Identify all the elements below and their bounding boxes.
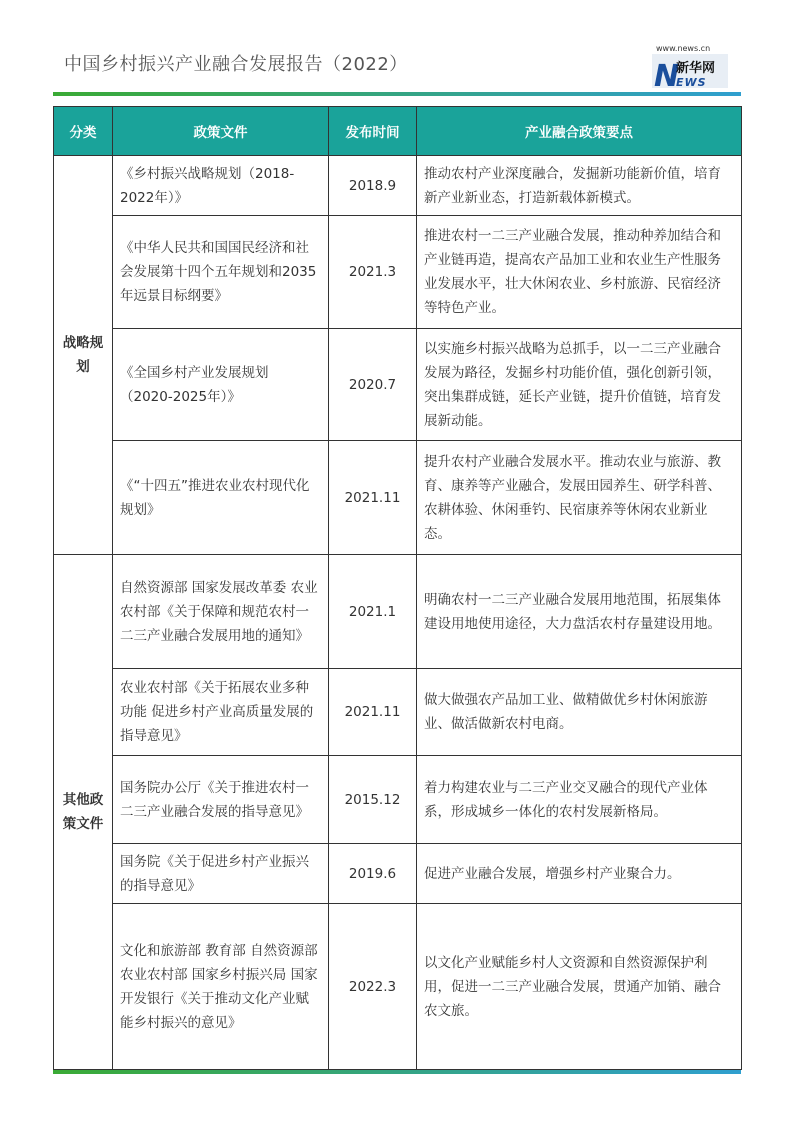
policy-table [53, 106, 742, 1070]
logo-url: www.news.cn [656, 44, 711, 53]
svg-text:N: N [654, 59, 680, 90]
table-row [54, 555, 742, 669]
table-row [54, 441, 742, 555]
policy-document-cell: 《“十四五”推进农业农村现代化规划》 [113, 441, 329, 555]
table-row [54, 156, 742, 216]
policy-document-cell: 《全国乡村产业发展规划（2020-2025年）》 [113, 329, 329, 441]
report-title: 中国乡村振兴产业融合发展报告（2022） [64, 54, 408, 75]
key-points-cell: 明确农村一二三产业融合发展用地范围，拓展集体建设用地使用途径，大力盘活农村存量建设用地。 [417, 555, 742, 669]
logo-text: 新华网 [676, 61, 716, 76]
release-date-cell: 2015.12 [329, 756, 417, 844]
header-policy-document: 政策文件 [113, 107, 329, 156]
release-date-cell: 2020.7 [329, 329, 417, 441]
release-date-cell: 2021.11 [329, 441, 417, 555]
key-points-cell: 推进农村一二三产业融合发展，推动种养加结合和产业链再造，提高农产品加工业和农业生产性服务业发展水平，壮大休闲农业、乡村旅游、民宿经济等特色产业。 [417, 216, 742, 329]
key-points-cell: 做大做强农产品加工业、做精做优乡村休闲旅游业、做活做新农村电商。 [417, 669, 742, 756]
table-row [54, 216, 742, 329]
key-points-cell: 推动农村产业深度融合，发掘新功能新价值，培育新产业新业态，打造新载体新模式。 [417, 156, 742, 216]
policy-document-cell: 国务院《关于促进乡村产业振兴的指导意见》 [113, 844, 329, 904]
table-header-row [54, 107, 742, 156]
policy-document-cell: 《乡村振兴战略规划（2018-2022年）》 [113, 156, 329, 216]
policy-document-cell: 农业农村部《关于拓展农业多种功能 促进乡村产业高质量发展的指导意见》 [113, 669, 329, 756]
xinhua-logo [652, 44, 730, 90]
table-row [54, 756, 742, 844]
policy-document-cell: 国务院办公厅《关于推进农村一二三产业融合发展的指导意见》 [113, 756, 329, 844]
release-date-cell: 2018.9 [329, 156, 417, 216]
key-points-cell: 以实施乡村振兴战略为总抓手，以一二三产业融合发展为路径，发掘乡村功能价值，强化创新引领，突出集群成链，延长产业链，提升价值链，培育发展新动能。 [417, 329, 742, 441]
table-row [54, 669, 742, 756]
key-points-cell: 以文化产业赋能乡村人文资源和自然资源保护利用，促进一二三产业融合发展，贯通产加销、融合农文旅。 [417, 904, 742, 1070]
release-date-cell: 2022.3 [329, 904, 417, 1070]
bottom-rule [53, 1070, 741, 1074]
header-release-date: 发布时间 [329, 107, 417, 156]
key-points-cell: 提升农村产业融合发展水平。推动农业与旅游、教育、康养等产业融合，发展田园养生、研学科普、农耕体验、休闲垂钓、民宿康养等休闲农业新业态。 [417, 441, 742, 555]
policy-document-cell: 文化和旅游部 教育部 自然资源部 农业农村部 国家乡村振兴局 国家开发银行《关于推动文化产业赋能乡村振兴的意见》 [113, 904, 329, 1070]
table-row [54, 904, 742, 1070]
category-cell: 其他政策文件 [54, 555, 113, 1070]
release-date-cell: 2021.1 [329, 555, 417, 669]
header-key-points: 产业融合政策要点 [417, 107, 742, 156]
key-points-cell: 促进产业融合发展，增强乡村产业聚合力。 [417, 844, 742, 904]
table-row [54, 329, 742, 441]
header-category: 分类 [54, 107, 113, 156]
policy-document-cell: 《中华人民共和国国民经济和社会发展第十四个五年规划和2035年远景目标纲要》 [113, 216, 329, 329]
top-rule [53, 92, 741, 96]
svg-text:EWS: EWS [676, 76, 707, 89]
release-date-cell: 2019.6 [329, 844, 417, 904]
release-date-cell: 2021.11 [329, 669, 417, 756]
release-date-cell: 2021.3 [329, 216, 417, 329]
table-row [54, 844, 742, 904]
policy-document-cell: 自然资源部 国家发展改革委 农业农村部《关于保障和规范农村一二三产业融合发展用地的通知》 [113, 555, 329, 669]
category-cell: 战略规划 [54, 156, 113, 555]
key-points-cell: 着力构建农业与二三产业交叉融合的现代产业体系，形成城乡一体化的农村发展新格局。 [417, 756, 742, 844]
